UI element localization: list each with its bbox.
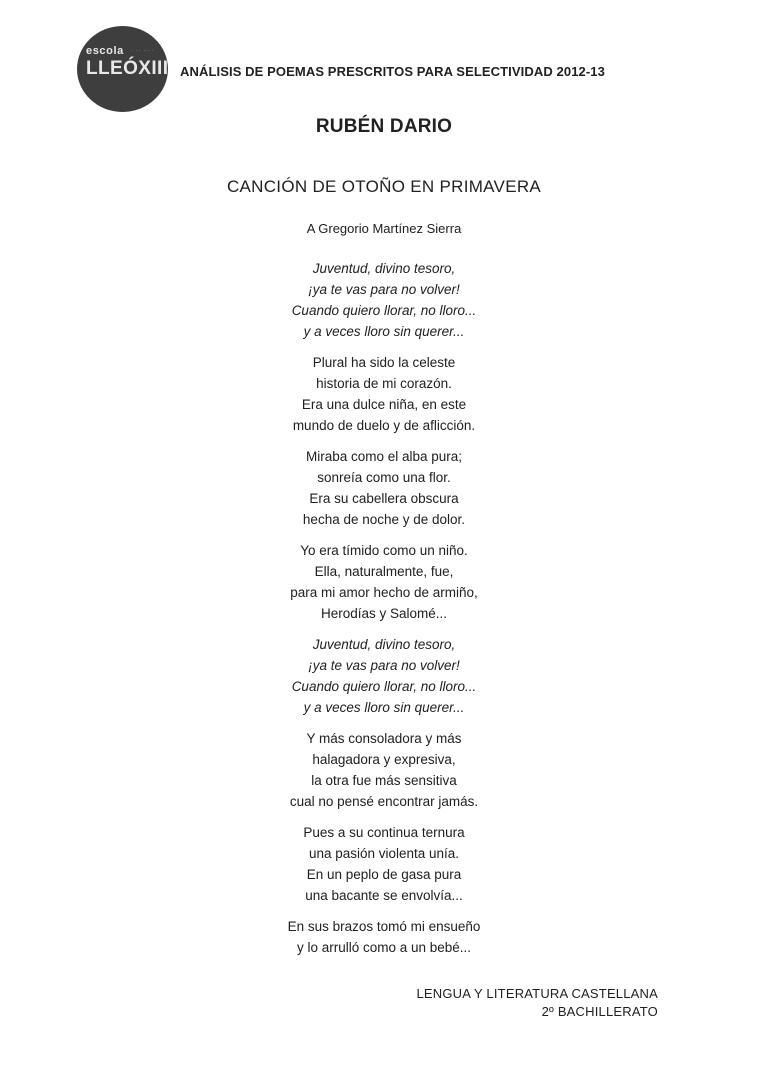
footer-grade: 2º BACHILLERATO bbox=[541, 1004, 658, 1019]
poem-stanza bbox=[0, 634, 768, 718]
poem-line: Y más consoladora y más bbox=[306, 731, 462, 746]
poem-line: ¡ya te vas para no volver! bbox=[308, 658, 460, 673]
school-logo bbox=[77, 26, 168, 112]
poem-stanza bbox=[0, 822, 768, 906]
poem-line: Herodías y Salomé... bbox=[320, 606, 448, 621]
poem-line: Era una dulce niña, en este bbox=[301, 397, 467, 412]
poem-stanza bbox=[0, 728, 768, 812]
logo-escola-label: escola bbox=[86, 45, 124, 57]
poem-dedication: A Gregorio Martínez Sierra bbox=[306, 221, 462, 236]
poem-body bbox=[0, 258, 768, 968]
school-logo-text bbox=[86, 41, 168, 80]
poem-line: Juventud, divino tesoro, bbox=[312, 261, 456, 276]
document-header: ANÁLISIS DE POEMAS PRESCRITOS PARA SELECTIVIDAD 2012-13 bbox=[180, 64, 605, 79]
poem-line: la otra fue más sensitiva bbox=[311, 773, 457, 788]
poem-line: una bacante se envolvía... bbox=[305, 888, 463, 903]
poem-line: En sus brazos tomó mi ensueño bbox=[287, 919, 481, 934]
poem-stanza bbox=[0, 540, 768, 624]
poem-line: para mi amor hecho de armiño, bbox=[290, 585, 478, 600]
poem-line: Miraba como el alba pura; bbox=[305, 449, 463, 464]
logo-tagline: · ·· ···· bbox=[130, 48, 155, 54]
poem-line: Era su cabellera obscura bbox=[309, 491, 459, 506]
poem-stanza bbox=[0, 446, 768, 530]
poem-line: halagadora y expresiva, bbox=[312, 752, 456, 767]
poem-line: Ella, naturalmente, fue, bbox=[314, 564, 454, 579]
poem-stanza bbox=[0, 916, 768, 958]
poem-line: hecha de noche y de dolor. bbox=[302, 512, 466, 527]
poem-line: Pues a su continua ternura bbox=[303, 825, 465, 840]
footer-subject: LENGUA Y LITERATURA CASTELLANA bbox=[416, 986, 658, 1001]
poem-line: Cuando quiero llorar, no lloro... bbox=[291, 679, 477, 694]
poem-line: cual no pensé encontrar jamás. bbox=[289, 794, 479, 809]
logo-school-name: LLEÓXIII bbox=[86, 58, 169, 79]
page-footer bbox=[416, 985, 658, 1021]
poem-line: mundo de duelo y de aflicción. bbox=[292, 418, 476, 433]
poem-line: una pasión violenta unía. bbox=[308, 846, 460, 861]
poem-line: ¡ya te vas para no volver! bbox=[308, 282, 460, 297]
poem-line: Cuando quiero llorar, no lloro... bbox=[291, 303, 477, 318]
poem-title: CANCIÓN DE OTOÑO EN PRIMAVERA bbox=[226, 177, 542, 196]
poem-line: sonreía como una flor. bbox=[317, 470, 451, 485]
poem-line: Plural ha sido la celeste bbox=[312, 355, 456, 370]
poem-line: Juventud, divino tesoro, bbox=[312, 637, 456, 652]
poem-line: Yo era tímido como un niño. bbox=[300, 543, 468, 558]
poem-stanza bbox=[0, 352, 768, 436]
poem-line: y a veces lloro sin querer... bbox=[303, 324, 465, 339]
author-title: RUBÉN DARIO bbox=[315, 116, 453, 137]
poem-stanza bbox=[0, 258, 768, 342]
poem-line: y lo arrulló como a un bebé... bbox=[296, 940, 472, 955]
poem-line: historia de mi corazón. bbox=[316, 376, 452, 391]
poem-line: y a veces lloro sin querer... bbox=[303, 700, 465, 715]
poem-line: En un peplo de gasa pura bbox=[306, 867, 462, 882]
